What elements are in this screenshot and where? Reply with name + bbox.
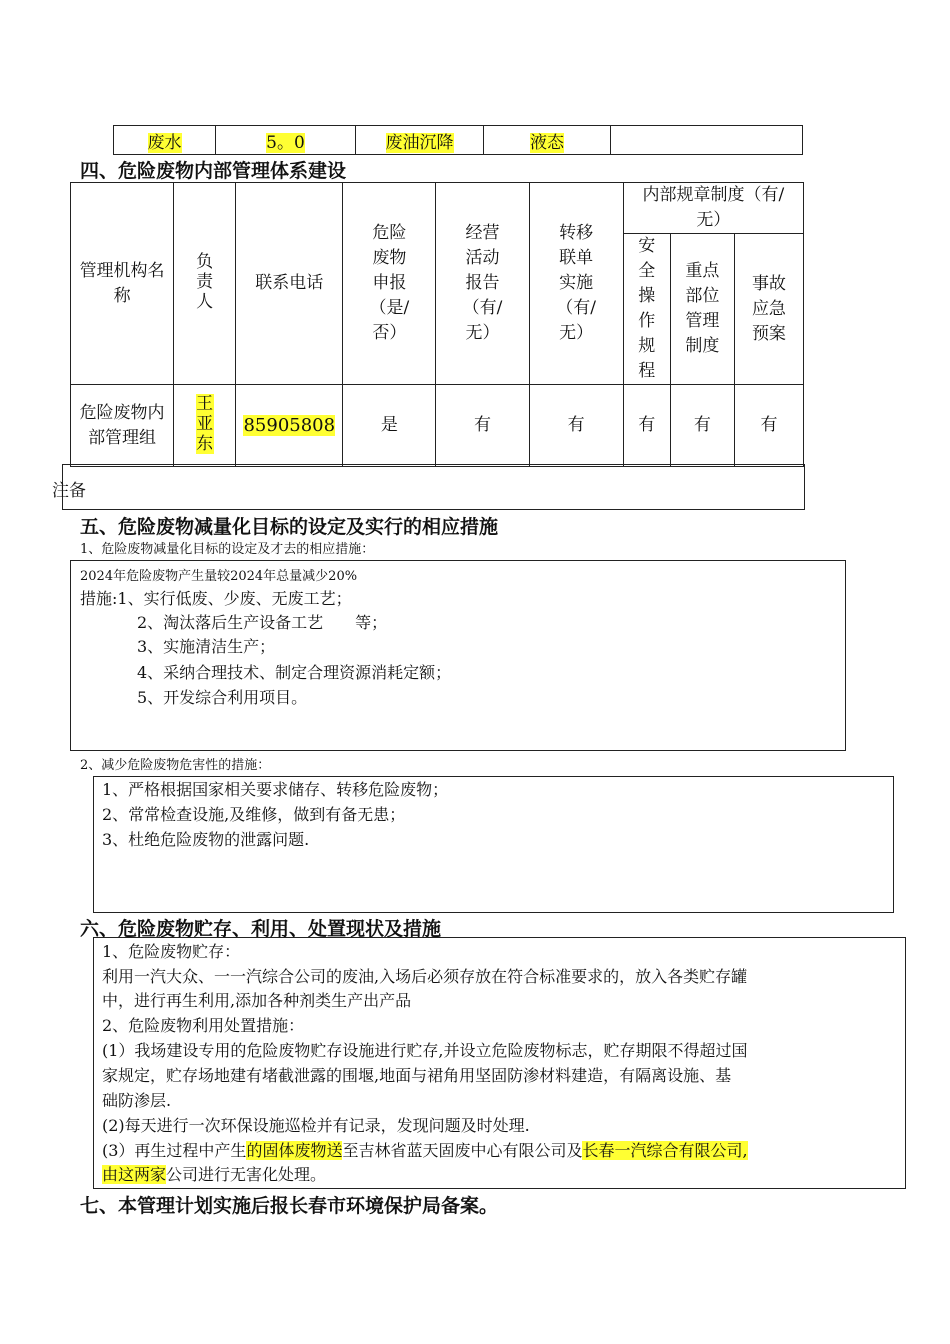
note-box <box>62 464 805 510</box>
cell-waste-amount: 5。0 <box>216 126 356 155</box>
row-report: 是 <box>343 385 436 467</box>
row-emergency: 有 <box>734 385 803 467</box>
storage-line-2: 利用一汽大众、一一汽综合公司的废油,入场后必须存放在符合标准要求的，放入各类贮存罐 <box>102 967 748 986</box>
row-transfer: 有 <box>529 385 623 467</box>
header-safety: 安全操作规程 <box>623 234 670 385</box>
note-label: 注备 <box>52 481 86 501</box>
measure-5: 5、开发综合利用项目。 <box>137 688 308 707</box>
storage-line-1: 1、危险废物贮存： <box>102 942 241 961</box>
section5-subtitle-2: 2、减少危险废物危害性的措施： <box>80 758 271 773</box>
header-report: 危险废物申报（是/否） <box>343 183 436 385</box>
header-rules: 内部规章制度（有/无） <box>623 183 803 234</box>
cell-waste-process: 废油沉降 <box>356 126 484 155</box>
storage-line-9-b: 的固体废物送 <box>246 1141 343 1160</box>
section6-title: 六、危险废物贮存、利用、处置现状及措施 <box>80 918 442 940</box>
row-person: 王亚东 <box>174 385 236 467</box>
section5-subtitle-1: 1、危险废物减量化目标的设定及才去的相应措施： <box>80 542 375 557</box>
cell-waste-type: 废水 <box>114 126 216 155</box>
hazard-1: 1、严格根据国家相关要求储存、转移危险废物； <box>102 780 449 799</box>
storage-line-10-b: 公司进行无害化处理。 <box>166 1165 327 1184</box>
measure-3: 3、实施清洁生产； <box>137 637 276 656</box>
storage-line-9 <box>102 1139 748 1163</box>
header-person: 负责人 <box>174 183 236 385</box>
storage-line-4: 2、危险废物利用处置措施： <box>102 1016 305 1035</box>
storage-line-10-a: 由这两家 <box>102 1165 167 1184</box>
cell-waste-state: 液态 <box>484 126 611 155</box>
storage-line-9-a: (3）再生过程中产生 <box>102 1141 247 1160</box>
hazard-3: 3、杜绝危险废物的泄露问题. <box>102 830 310 849</box>
header-key: 重点部位管理制度 <box>670 234 734 385</box>
storage-line-8: (2)每天进行一次环保设施巡检并有记录，发现问题及时处理. <box>102 1116 530 1135</box>
storage-line-3: 中，进行再生利用,添加各种剂类生产出产品 <box>102 991 412 1010</box>
reduction-goal: 2024年危险废物产生量较2024年总量减少20% <box>80 569 358 584</box>
waste-row-table <box>113 125 803 155</box>
header-transfer: 转移联单实施（有/无） <box>529 183 623 385</box>
storage-line-9-d: 长春一汽综合有限公司, <box>582 1141 748 1160</box>
storage-line-9-c: 至吉林省蓝天固废中心有限公司及 <box>342 1141 583 1160</box>
row-phone: 85905808 <box>236 385 343 467</box>
section7-title: 七、本管理计划实施后报长春市环境保护局备案。 <box>80 1195 499 1217</box>
storage-line-6: 家规定，贮存场地建有堵截泄露的围堰,地面与裙角用坚固防渗材料建造，有隔离设施、基 <box>102 1066 732 1085</box>
row-key: 有 <box>670 385 734 467</box>
hazard-2: 2、常常检查设施,及维修，做到有备无患； <box>102 805 406 824</box>
row-org: 危险废物内部管理组 <box>71 385 174 467</box>
storage-line-10 <box>102 1163 326 1187</box>
header-org: 管理机构名称 <box>71 183 174 385</box>
management-table <box>70 182 804 467</box>
header-ops: 经营活动报告（有/无） <box>436 183 529 385</box>
storage-line-7: 础防渗层. <box>102 1091 172 1110</box>
storage-line-5: (1）我场建设专用的危险废物贮存设施进行贮存,并设立危险废物标志，贮存期限不得超过国 <box>102 1041 748 1060</box>
header-phone: 联系电话 <box>236 183 343 385</box>
section4-title: 四、危险废物内部管理体系建设 <box>80 160 347 182</box>
measure-2: 2、淘汰落后生产设备工艺 等； <box>137 613 388 632</box>
cell-waste-empty <box>611 126 803 155</box>
measure-1: 措施:1、实行低废、少废、无废工艺； <box>80 589 352 608</box>
row-safety: 有 <box>623 385 670 467</box>
header-emergency: 事故应急预案 <box>734 234 803 385</box>
row-ops: 有 <box>436 385 529 467</box>
measure-4: 4、采纳合理技术、制定合理资源消耗定额； <box>137 663 452 682</box>
section5-title: 五、危险废物减量化目标的设定及实行的相应措施 <box>80 516 499 538</box>
